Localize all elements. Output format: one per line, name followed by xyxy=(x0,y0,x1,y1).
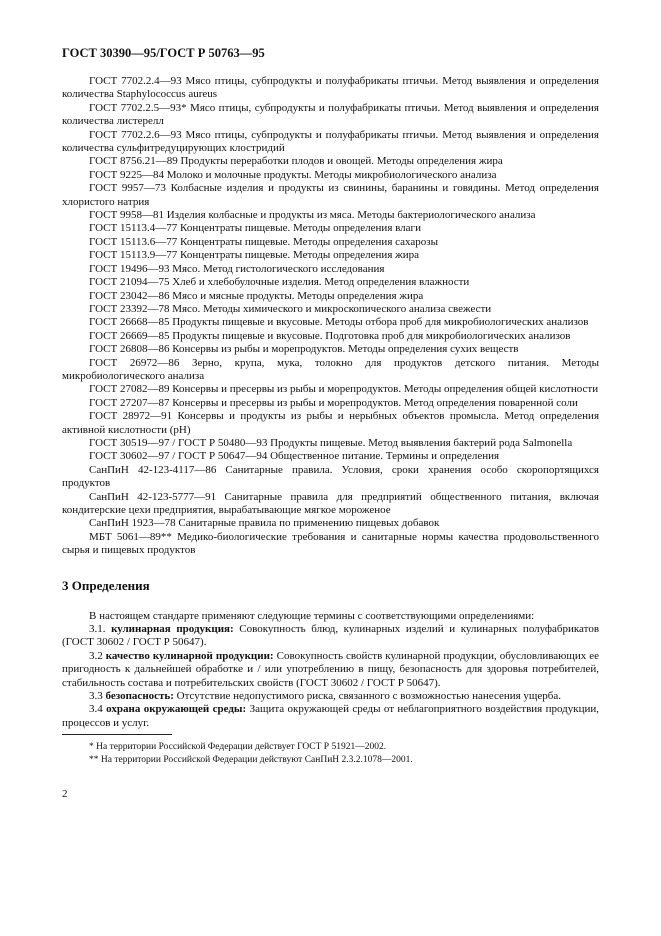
reference-item: ГОСТ 15113.9—77 Концентраты пищевые. Методы определения жира xyxy=(89,249,419,262)
reference-item: ГОСТ 15113.6—77 Концентраты пищевые. Методы определения сахарозы xyxy=(89,235,439,248)
reference-item: ГОСТ 9225—84 Молоко и молочные продукты. Методы микробиологического анализа xyxy=(89,168,497,181)
reference-item: СанПиН 42-123-5777—91 Санитарные правила для предприятий общественного питания, включая кондитерские цехи предприятия, вырабатывающие мягкое мороженое xyxy=(62,490,599,516)
reference-item: ГОСТ 9958—81 Изделия колбасные и продукты из мяса. Методы бактериологического анализа xyxy=(89,209,536,222)
references-list xyxy=(62,75,599,558)
footnote-item: * На территории Российской Федерации действует ГОСТ Р 51921—2002. xyxy=(89,742,387,753)
definition-item xyxy=(62,650,599,690)
footnotes xyxy=(62,741,599,766)
definition-text: Отсутствие недопустимого риска, связанного с возможностью нанесения ущерба. xyxy=(176,690,562,703)
document-page xyxy=(62,46,599,800)
footnote-item: ** На территории Российской Федерации действуют СанПиН 2.3.2.1078—2001. xyxy=(89,754,413,765)
definition-number: 3.2 xyxy=(89,649,103,662)
reference-item: ГОСТ 7702.2.6—93 Мясо птицы, субпродукты и полуфабрикаты птичьи. Метод выявления и определения количества сульфитредуцирующих клостридий xyxy=(62,128,599,155)
definitions-list xyxy=(62,610,599,731)
definition-text: Совокупность блюд, кулинарных изделий и кулинарных полуфабрикатов (ГОСТ 30602 / ГОСТ Р 50647). xyxy=(62,623,600,649)
reference-item: ГОСТ 30519—97 / ГОСТ Р 50480—93 Продукты пищевые. Метод выявления бактерий рода Salmonella xyxy=(89,436,573,449)
reference-item: СанПиН 1923—78 Санитарные правила по применению пищевых добавок xyxy=(89,517,440,530)
definition-number: 3.4 xyxy=(89,703,103,716)
reference-item: ГОСТ 8756.21—89 Продукты переработки плодов и овощей. Методы определения жира xyxy=(89,155,503,168)
reference-item: ГОСТ 9957—73 Колбасные изделия и продукты из свинины, баранины и говядины. Метод определения хлористого натрия xyxy=(62,182,599,208)
definition-term: охрана окружающей среды: xyxy=(106,703,247,716)
definition-text: Защита окружающей среды от неблагоприятного воздействия продукции, процессов и услуг. xyxy=(62,703,600,729)
definition-item xyxy=(62,703,599,730)
section-title: 3 Определения xyxy=(62,577,150,593)
reference-item: ГОСТ 26669—85 Продукты пищевые и вкусовые. Подготовка проб для микробиологических анализов xyxy=(89,329,571,342)
page-number: 2 xyxy=(62,788,68,801)
reference-item: ГОСТ 19496—93 Мясо. Метод гистологического исследования xyxy=(89,262,385,275)
reference-item: ГОСТ 28972—91 Консервы и продукты из рыбы и нерыбных объектов промысла. Метод определения активной кислотности (pH) xyxy=(62,410,599,436)
document-header: ГОСТ 30390—95/ГОСТ Р 50763—95 xyxy=(62,46,265,60)
reference-item: ГОСТ 27207—87 Консервы и пресервы из рыбы и морепродуктов. Метод определения поваренной соли xyxy=(89,396,578,409)
reference-item: МБТ 5061—89** Медико-биологические требования и санитарные нормы качества продовольственного сырья и пищевых продуктов xyxy=(62,530,599,557)
reference-item: СанПиН 42-123-4117—86 Санитарные правила. Условия, сроки хранения особо скоропортящихся продуктов xyxy=(62,463,599,490)
definitions-intro: В настоящем стандарте применяют следующие термины с соответствующими определениями: xyxy=(89,609,535,622)
reference-item: ГОСТ 23392—78 Мясо. Методы химического и микроскопического анализа свежести xyxy=(89,302,492,315)
definition-number: 3.3 xyxy=(89,690,103,703)
reference-item: ГОСТ 15113.4—77 Концентраты пищевые. Методы определения влаги xyxy=(89,222,421,235)
definition-term: безопасность: xyxy=(105,690,174,703)
definition-number: 3.1. xyxy=(89,623,106,636)
definition-item xyxy=(62,623,599,650)
footnote-divider xyxy=(62,734,172,735)
reference-item: ГОСТ 21094—75 Хлеб и хлебобулочные изделия. Метод определения влажности xyxy=(89,276,470,289)
reference-item: ГОСТ 27082—89 Консервы и пресервы из рыбы и морепродуктов. Методы определения общей кислотности xyxy=(89,383,599,396)
reference-item: ГОСТ 26972—86 Зерно, крупа, мука, толокно для продуктов детского питания. Методы микробиологического анализа xyxy=(62,356,599,382)
reference-item: ГОСТ 26668—85 Продукты пищевые и вкусовые. Методы отбора проб для микробиологических анализов xyxy=(89,316,589,329)
reference-item: ГОСТ 23042—86 Мясо и мясные продукты. Методы определения жира xyxy=(89,289,424,302)
definition-text: Совокупность свойств кулинарной продукции, обусловливающих ее пригодность к дальнейшей обработке и / или употреблению в пищу, безопасность для здоровья потребителей, стабильность состава и потребительских свойств (ГОСТ 30602 / ГОСТ Р 50647). xyxy=(62,649,600,689)
reference-item: ГОСТ 26808—86 Консервы из рыбы и морепродуктов. Методы определения сухих веществ xyxy=(89,343,519,356)
reference-item: ГОСТ 7702.2.4—93 Мясо птицы, субпродукты и полуфабрикаты птичьи. Метод выявления и определения количества Staphylococcus aureus xyxy=(62,75,599,101)
definition-item xyxy=(62,690,599,703)
definition-term: кулинарная продукция: xyxy=(111,623,234,636)
definition-term: качество кулинарной продукции: xyxy=(105,649,274,662)
reference-item: ГОСТ 7702.2.5—93* Мясо птицы, субпродукты и полуфабрикаты птичьи. Метод выявления и определения количества листерелл xyxy=(62,101,599,128)
reference-item: ГОСТ 30602—97 / ГОСТ Р 50647—94 Общественное питание. Термины и определения xyxy=(89,450,500,463)
